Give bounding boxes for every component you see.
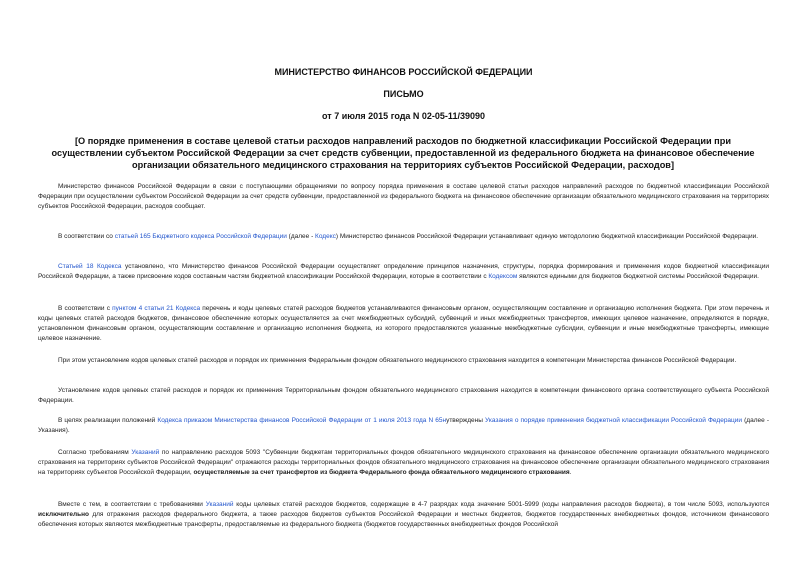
paragraph-2-text-b: (далее - — [286, 233, 316, 240]
link-ukazaniy-2[interactable]: Указаний — [205, 501, 234, 508]
paragraph-4 — [38, 304, 769, 344]
document-date-number: от 7 июля 2015 года N 02-05-11/39090 — [322, 111, 485, 121]
paragraph-7-text-b: утверждены — [446, 417, 486, 424]
link-kodeks[interactable]: Кодекс — [315, 233, 336, 240]
link-article-21[interactable]: пунктом 4 статьи 21 Кодекса — [112, 305, 201, 312]
paragraph-9 — [38, 500, 769, 530]
paragraph-1-text: Министерство финансов Российской Федерации в связи с поступающими обращениями по вопросу порядка применения в составе целевой статьи расходов направлений расходов по бюджетной классификации Российской Федерации при осуществлении субъектом Российской Федерации за счет средств субвенции, предоставленной из федерального бюджета на финансовое обеспечение организации обязательного медицинского страхования на территориях субъектов Российской Федерации, расходов сообщает. — [38, 183, 769, 210]
paragraph-7-text-c: (далее - Указания). — [38, 417, 770, 434]
document-subject: [О порядке применения в составе целевой статьи расходов направлений расходов по бюджетной классификации Российской Федерации при осуществлении субъектом Российской Федерации за счет средств субвенции, предоставленной из федерального бюджета на финансовое обеспечение организации обязательного медицинского страхования на территориях субъектов Российской Федерации, расходов] — [51, 136, 755, 170]
paragraph-8-bold: осуществляемые за счет трансфертов из бюджета Федерального фонда обязательного медицинского страхования — [193, 469, 570, 476]
paragraph-3-text-a: установлено, что Министерство финансов Российской Федерации осуществляет определение принципов назначения, структуры, порядка формирования и применения кодов бюджетной классификации Российской Федерации, а также присвоение кодов составным частям бюджетной классификации Российской Федерации, которые в соответствии с — [38, 263, 769, 280]
paragraph-9-text-a: Вместе с тем, в соответствии с требованиями — [58, 501, 206, 508]
link-article-165[interactable]: статьей 165 Бюджетного кодекса Российской Федерации — [114, 233, 287, 240]
paragraph-9-text-c: для отражения расходов федерального бюджета, а также расходов бюджетов субъектов Российской Федерации и местных бюджетов, бюджетов государственных внебюджетных фондов, источником финансового обеспечения которых являются межбюджетные трансферты, предоставляемые из федерального бюджета (бюджетов государственных внебюджетных фондов Российской — [38, 511, 769, 528]
link-kodeksom[interactable]: Кодексом — [488, 273, 518, 280]
paragraph-6-text: Установление кодов целевых статей расходов и порядок их применения Территориальным фондом обязательного медицинского страхования находится в компетенции финансового органа соответствующего субъекта Российской Федерации. — [38, 387, 769, 404]
paragraph-2-text-a: В соответствии со — [58, 233, 115, 240]
paragraph-5 — [38, 356, 769, 366]
link-kodeksa[interactable]: Кодекса — [157, 417, 182, 424]
paragraph-3 — [38, 262, 769, 282]
paragraph-7 — [38, 416, 769, 436]
paragraph-4-text-b: перечень и коды целевых статей расходов бюджетов устанавливаются финансовым органом, осуществляющим составление и организацию исполнения бюджета. При этом перечень и коды целевых статей расходов бюджетов, финансовое обеспечение которых осуществляется за счет межбюджетных субсидий, субвенций и иных межбюджетных трансфертов, имеющих целевое назначение, определяются в порядке, установленном финансовым органом, осуществляющим составление и организацию исполнения бюджета, из которого предоставляются указанные межбюджетные субсидии, субвенции и иные межбюджетные трансферты, имеющие целевое назначение. — [38, 305, 770, 342]
paragraph-1 — [38, 182, 769, 212]
link-ukazaniya[interactable]: Указания о порядке применения бюджетной классификации Российской Федерации — [485, 417, 743, 424]
paragraph-8-text-b: по направлению расходов 5093 "Субвенции бюджетам территориальных фондов обязательного медицинского страхования на финансовое обеспечение организации обязательного медицинского страхования на территориях субъектов Российской Федерации" отражаются расходы территориальных фондов обязательного медицинского страхования на финансовое обеспечение организации обязательного медицинского страхования на территориях субъектов Российской Федерации, — [38, 449, 769, 476]
paragraph-5-text: При этом установление кодов целевых статей расходов и порядок их применения Федеральным фондом обязательного медицинского страхования находится в компетенции Министерства финансов Российской Федерации. — [58, 357, 737, 364]
paragraph-2 — [38, 232, 769, 242]
link-order-65n[interactable]: приказом Министерства финансов Российской Федерации от 1 июля 2013 года N 65н — [183, 417, 447, 424]
paragraph-7-text-a: В целях реализации положений — [58, 417, 158, 424]
paragraph-8-text-c: . — [569, 469, 572, 476]
ministry-title: МИНИСТЕРСТВО ФИНАНСОВ РОССИЙСКОЙ ФЕДЕРАЦИИ — [274, 67, 533, 77]
paragraph-6 — [38, 386, 769, 406]
paragraph-8 — [38, 448, 769, 478]
paragraph-3-text-b: являются едиными для бюджетов бюджетной системы Российской Федерации. — [517, 273, 759, 280]
document-type: ПИСЬМО — [383, 89, 424, 99]
paragraph-9-bold: исключительно — [38, 511, 89, 518]
paragraph-8-text-a: Согласно требованиям — [58, 449, 132, 456]
paragraph-9-text-b: коды целевых статей расходов бюджетов, содержащие в 4-7 разрядах кода значение 5001-5999 (коды направления расходов бюджета), в том числе 5093, используются — [233, 501, 770, 508]
paragraph-2-text-c: ) Министерство финансов Российской Федерации устанавливает единую методологию бюджетной классификации Российской Федерации. — [335, 233, 759, 240]
link-article-18[interactable]: Статьей 18 Кодекса — [58, 263, 122, 270]
paragraph-4-text-a: В соответствии с — [58, 305, 113, 312]
link-ukazaniy[interactable]: Указаний — [131, 449, 160, 456]
